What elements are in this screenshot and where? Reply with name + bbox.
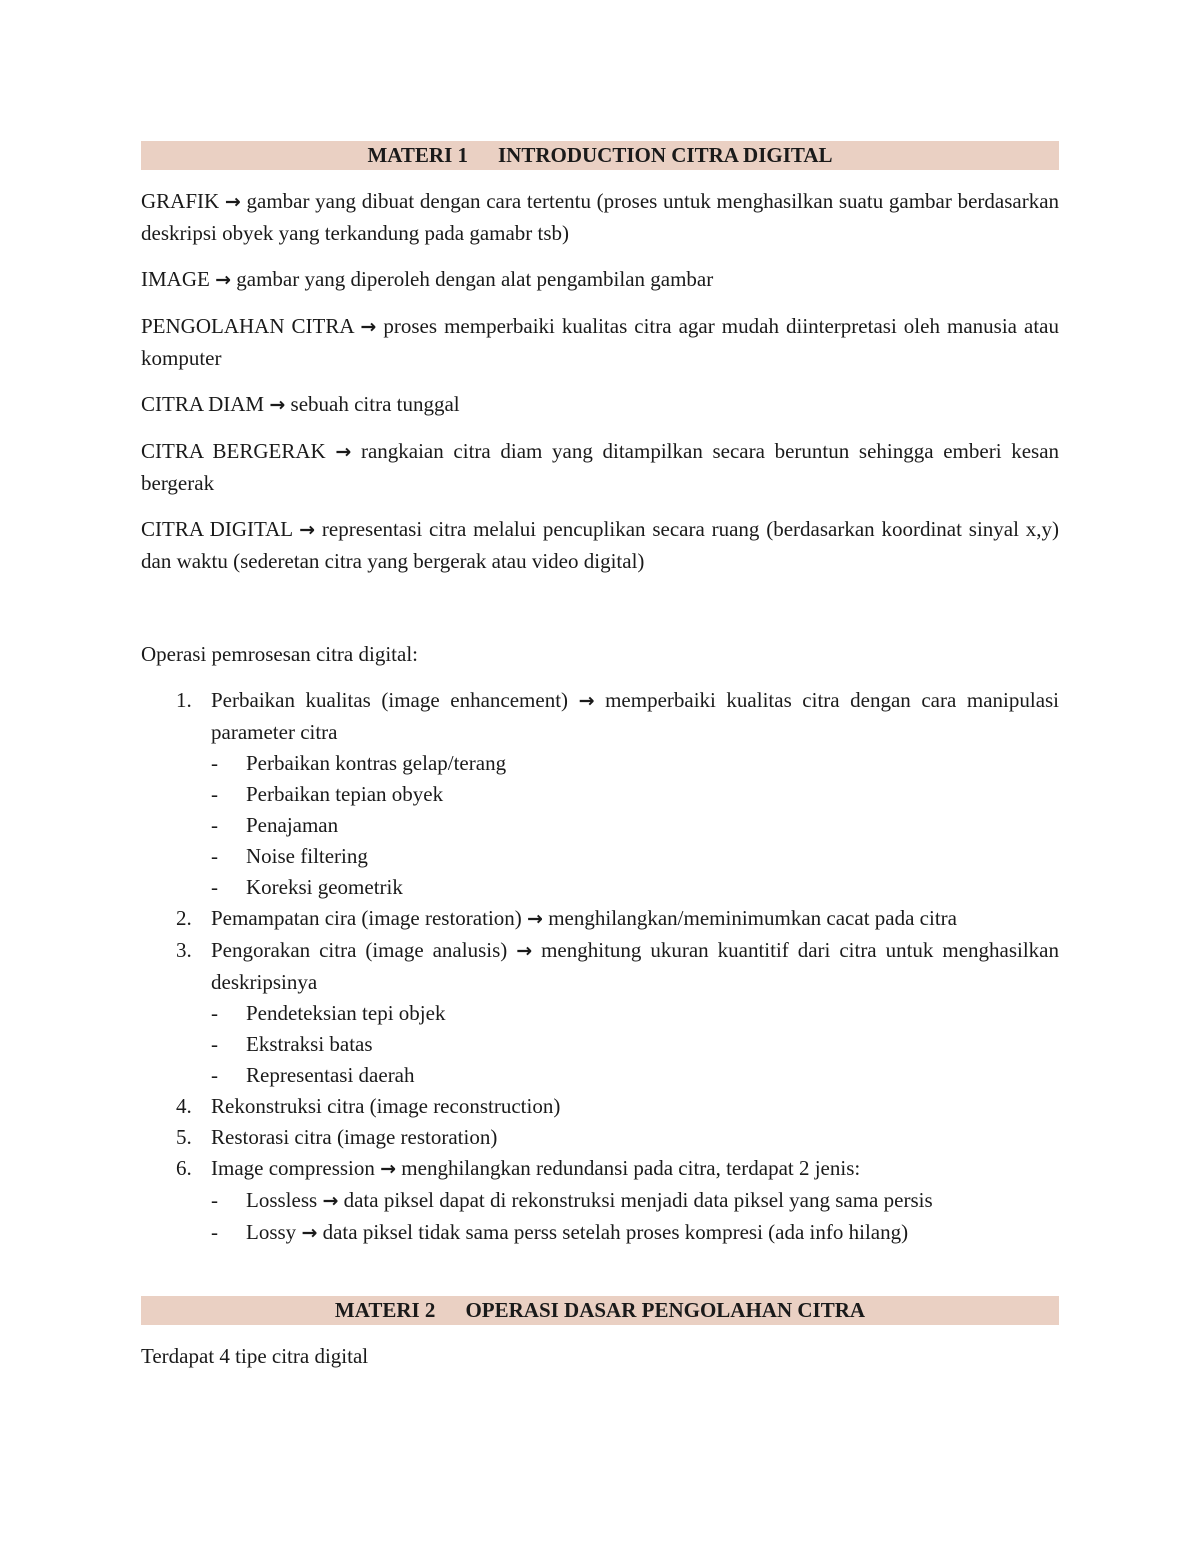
sub-list-item: - Koreksi geometrik (211, 875, 403, 899)
definition-citra-diam (141, 389, 1059, 421)
list-number: 5. (176, 1125, 192, 1149)
definition-desc: rangkaian citra diam yang ditampilkan secara beruntun sehingga emberi kesan bergerak (141, 439, 1060, 495)
definition-desc: representasi citra melalui pencuplikan secara ruang (berdasarkan koordinat sinyal x,y) dan waktu (sederetan citra yang bergerak atau video digital) (141, 517, 1059, 573)
list-item (141, 903, 1059, 935)
sub-item-text: Perbaikan kontras gelap/terang (246, 751, 507, 775)
sub-item-text: Ekstraksi batas (246, 1032, 373, 1056)
list-item (141, 935, 1059, 1091)
heading-label: MATERI 2 (334, 1298, 436, 1322)
item-desc: memperbaiki kualitas citra dengan cara manipulasi parameter citra (211, 688, 1060, 744)
sub-list-item: - Penajaman (211, 813, 339, 837)
definition-term: CITRA BERGERAK (141, 439, 326, 463)
sub-list (211, 998, 1059, 1091)
definition-image (141, 264, 1059, 296)
sub-list-item: - Lossy → data piksel tidak sama perss setelah proses kompresi (ada info hilang) (211, 1220, 909, 1244)
sub-list (211, 1185, 1059, 1249)
item-text: Pengorakan citra (image analusis) (211, 938, 508, 962)
definition-grafik (141, 186, 1059, 249)
item-text: Image compression (211, 1156, 375, 1180)
section-heading-materi-2 (141, 1296, 1059, 1325)
sub-item-desc: data piksel tidak sama perss setelah proses kompresi (ada info hilang) (322, 1220, 909, 1244)
definition-citra-bergerak (141, 436, 1059, 499)
list-item (141, 1091, 1059, 1122)
item-desc: menghitung ukuran kuantitif dari citra untuk menghasilkan deskripsinya (211, 938, 1060, 994)
list-number: 2. (176, 906, 192, 930)
sub-list-item: - Perbaikan tepian obyek (211, 782, 444, 806)
definition-citra-digital (141, 514, 1059, 577)
operasi-list (141, 685, 1059, 1249)
list-number: 4. (176, 1094, 192, 1118)
item-desc: menghilangkan/meminimumkan cacat pada citra (548, 906, 957, 930)
arrow-right-icon: → (360, 316, 377, 338)
arrow-right-icon: → (578, 690, 595, 712)
list-number: 6. (176, 1156, 192, 1180)
item-text: Pemampatan cira (image restoration) (211, 906, 522, 930)
arrow-right-icon: → (322, 1190, 339, 1212)
sub-item-text: Representasi daerah (246, 1063, 415, 1087)
sub-list-item: - Lossless → data piksel dapat di rekonstruksi menjadi data piksel yang sama persis (211, 1188, 933, 1212)
arrow-right-icon: → (380, 1158, 397, 1180)
item-desc: menghilangkan redundansi pada citra, terdapat 2 jenis: (401, 1156, 861, 1180)
definition-term: IMAGE (141, 267, 210, 291)
definition-term: GRAFIK (141, 189, 220, 213)
definition-term: PENGOLAHAN CITRA (141, 314, 354, 338)
sub-item-term: Lossy (246, 1220, 297, 1244)
sub-list (211, 748, 1059, 903)
sub-item-text: Noise filtering (246, 844, 368, 868)
sub-item-text: Perbaikan tepian obyek (246, 782, 444, 806)
definition-desc: sebuah citra tunggal (290, 392, 460, 416)
definition-term: CITRA DIGITAL (141, 517, 293, 541)
item-text: Rekonstruksi citra (image reconstruction) (211, 1094, 561, 1118)
closing-text: Terdapat 4 tipe citra digital (141, 1344, 369, 1368)
document-content (141, 141, 1059, 1387)
item-text: Perbaikan kualitas (image enhancement) (211, 688, 569, 712)
definition-desc: gambar yang diperoleh dengan alat pengambilan gambar (236, 267, 714, 291)
list-item (141, 1122, 1059, 1153)
sub-item-desc: data piksel dapat di rekonstruksi menjadi data piksel yang sama persis (343, 1188, 933, 1212)
item-text: Restorasi citra (image restoration) (211, 1125, 498, 1149)
definition-desc: gambar yang dibuat dengan cara tertentu (proses untuk menghasilkan suatu gambar berdasarkan deskripsi obyek yang terkandung pada gamabr tsb) (141, 189, 1060, 245)
list-item (141, 1153, 1059, 1249)
heading-title: INTRODUCTION CITRA DIGITAL (498, 143, 833, 167)
arrow-right-icon: → (299, 519, 316, 541)
sub-item-text: Pendeteksian tepi objek (246, 1001, 446, 1025)
list-item (141, 685, 1059, 903)
heading-title: OPERASI DASAR PENGOLAHAN CITRA (465, 1298, 866, 1322)
definition-desc: proses memperbaiki kualitas citra agar mudah diinterpretasi oleh manusia atau komputer (141, 314, 1060, 370)
arrow-right-icon: → (215, 269, 231, 291)
section-heading-materi-1 (141, 141, 1059, 170)
list-number: 1. (176, 688, 192, 712)
arrow-right-icon: → (224, 191, 241, 213)
sub-list-item: - Ekstraksi batas (211, 1032, 373, 1056)
arrow-right-icon: → (527, 908, 543, 930)
sub-list-item: - Noise filtering (211, 844, 368, 868)
arrow-right-icon: → (335, 441, 352, 463)
sub-list-item: - Perbaikan kontras gelap/terang (211, 751, 507, 775)
arrow-right-icon: → (516, 940, 533, 962)
definition-term: CITRA DIAM (141, 392, 265, 416)
sub-list-item: - Representasi daerah (211, 1063, 415, 1087)
sub-item-text: Koreksi geometrik (246, 875, 403, 899)
definition-pengolahan-citra (141, 311, 1059, 374)
operasi-intro: Operasi pemrosesan citra digital: (141, 642, 418, 666)
sub-item-text: Penajaman (246, 813, 339, 837)
list-number: 3. (176, 938, 192, 962)
arrow-right-icon: → (269, 394, 286, 416)
heading-label: MATERI 1 (367, 143, 468, 167)
arrow-right-icon: → (301, 1222, 318, 1244)
sub-item-term: Lossless (246, 1188, 318, 1212)
sub-list-item: - Pendeteksian tepi objek (211, 1001, 446, 1025)
